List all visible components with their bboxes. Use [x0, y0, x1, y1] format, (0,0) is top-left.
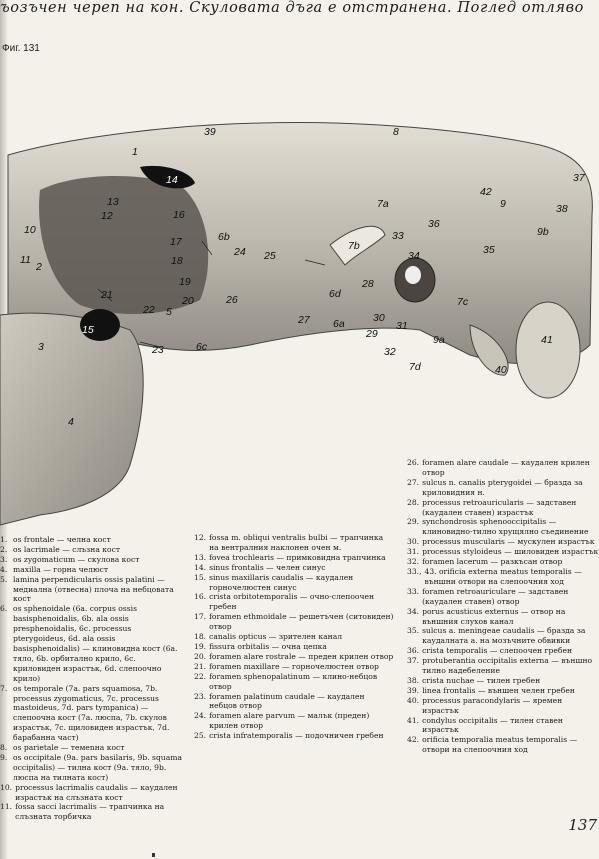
plate-label: 34	[408, 250, 420, 262]
plate-label: 3	[38, 341, 44, 353]
legend-item	[407, 686, 599, 696]
legend-item	[407, 607, 599, 627]
legend-item	[407, 626, 599, 646]
legend-item-text: processus styloideus — шиловиден израстък	[422, 547, 599, 557]
legend-item-number: 17.	[194, 612, 207, 622]
legend-item-number: 32.	[407, 557, 420, 567]
plate-label: 14	[166, 174, 178, 186]
legend-item-text: protuberantia occipitalis externa — външно тилно надебеление	[422, 656, 593, 676]
plate-label: 1	[132, 146, 138, 158]
plate-label: 6b	[218, 231, 230, 243]
legend-item-number: 10.	[0, 782, 13, 792]
legend-item	[194, 612, 394, 632]
legend-item-number: 39.	[407, 685, 420, 695]
legend-item	[0, 802, 182, 822]
legend-item	[407, 676, 599, 686]
legend-item-text: processus muscularis — мускулен израстък	[422, 537, 595, 547]
legend-item-text: processus retroauricularis — задставен (каудален ставен) израстък	[422, 497, 577, 517]
plate-label: 20	[182, 295, 194, 307]
legend-item-number: 2.	[0, 544, 8, 554]
legend-item	[194, 711, 394, 731]
legend-item-text: canalis opticus — зрителен канал	[209, 632, 343, 642]
legend-item-text: os frontale — челна кост	[13, 535, 111, 544]
plate-label: 9a	[433, 334, 445, 346]
legend-item	[407, 646, 599, 656]
legend-item	[0, 565, 182, 575]
plate-label: 7c	[457, 296, 469, 308]
legend-item-number: 35.	[407, 626, 420, 636]
figure-label: Фиг. 131	[2, 43, 40, 54]
plate-label: 6c	[196, 341, 208, 353]
legend-item-number: 24.	[194, 711, 207, 721]
legend-column-2	[194, 533, 394, 741]
legend-item-text: fossa m. obliqui ventralis bulbi — трапчинка на вентралния наклонен очен м.	[209, 533, 384, 552]
legend-item	[0, 753, 182, 783]
legend-item-text: foramen lacerum — разкъсан отвор	[422, 557, 563, 567]
plate-label: 22	[143, 304, 155, 316]
legend-item-number: 33.,	[407, 566, 422, 576]
legend-item	[194, 672, 394, 692]
legend-item	[194, 573, 394, 593]
legend-column-3	[407, 458, 599, 755]
legend-item	[194, 553, 394, 563]
legend-item-number: 37.	[407, 656, 420, 666]
legend-item-text: crista temporalis — слепоочен гребен	[422, 646, 573, 656]
legend-item-number: 33.	[407, 586, 420, 596]
legend-item-text: porus acusticus externus — отвор на външния слухов канал	[422, 606, 566, 626]
legend-item-text: crista infratemporalis — подочничен гребен	[209, 731, 384, 741]
legend-item-number: 26.	[407, 458, 420, 467]
plate-label: 5	[166, 306, 172, 318]
plate-label: 7d	[409, 361, 421, 373]
legend-item	[0, 575, 182, 605]
plate-label: 6d	[329, 288, 341, 300]
legend-item-number: 1.	[0, 535, 8, 544]
plate-label: 7b	[348, 240, 360, 252]
legend-item-text: foramen alare rostrale — преден крилен отвор	[209, 651, 394, 661]
legend-item	[194, 692, 394, 712]
plate-label: 2	[36, 261, 42, 273]
legend-item	[407, 656, 599, 676]
plate-label: 36	[428, 218, 440, 230]
legend-item	[407, 498, 599, 518]
page-number: 137	[568, 816, 597, 834]
legend-item-number: 31.	[407, 547, 420, 557]
legend-column-1	[0, 535, 182, 822]
plate-label: 29	[366, 328, 378, 340]
legend-item	[407, 547, 599, 557]
legend-item	[407, 587, 599, 607]
legend-item	[194, 662, 394, 672]
legend-item	[194, 731, 394, 741]
legend-item-text: os lacrimale — слъзна кост	[13, 544, 121, 554]
legend-item-number: 6.	[0, 604, 8, 614]
legend-item-number: 30.	[407, 537, 420, 547]
plate-label: 24	[234, 246, 246, 258]
plate-label: 13	[107, 196, 119, 208]
condyle-shape	[516, 302, 580, 398]
legend-item	[194, 592, 394, 612]
legend-item-text: maxilla — горна челюст	[13, 564, 109, 574]
legend-item-number: 5.	[0, 574, 8, 584]
legend-item-text: os sphenoidale (6a. corpus ossis basisphenoidalis, 6b. ala ossis presphenoidalis, 6c. processus pterygoideus, 6d. ala ossis basisphenoidalis) — клиновидна кост (6a. тяло, 6b. орбитално крило, 6c. крилoвиден израстък, 6d. слепоочно крило)	[13, 604, 178, 683]
legend-item	[407, 537, 599, 547]
plate-label: 8	[393, 126, 399, 138]
legend-item-text: sinus maxillaris caudalis — каудален горночелюстен синус	[209, 572, 354, 592]
plate-label: 30	[373, 312, 385, 324]
plate-label: 16	[173, 209, 185, 221]
legend-item-number: 42.	[407, 735, 420, 745]
plate-label: 9b	[537, 226, 549, 238]
legend-item-text: linea frontalis — външен челен гребен	[422, 685, 575, 695]
legend-item-text: crista orbitotemporalis — очно-слепоочен гребен	[209, 592, 375, 612]
legend-item	[194, 632, 394, 642]
legend-item-number: 16.	[194, 592, 207, 602]
print-mark	[152, 853, 155, 857]
plate-label: 23	[152, 344, 164, 356]
legend-item	[407, 567, 599, 587]
legend-item	[194, 652, 394, 662]
legend-item	[0, 555, 182, 565]
legend-item-number: 9.	[0, 752, 8, 762]
legend-item-number: 7.	[0, 683, 8, 693]
plate-label: 35	[483, 244, 495, 256]
legend-item-number: 20.	[194, 651, 207, 661]
legend-item-number: 21.	[194, 661, 207, 671]
legend-item-number: 22.	[194, 671, 207, 681]
legend-item-text: fovea trochlearis — примковидна трапчинка	[209, 552, 386, 562]
plate-label: 7a	[377, 198, 389, 210]
plate-label: 41	[541, 334, 553, 346]
plate-label: 28	[362, 278, 374, 290]
legend-item-text: foramen ethmoidale — решетъчен (ситовиден) отвор	[209, 612, 394, 632]
legend-item-text: fissura orbitalis — очна цепка	[209, 641, 327, 651]
plate-label: 15	[82, 324, 94, 336]
plate-label: 9	[500, 198, 506, 210]
legend-item-text: foramen sphenopalatinum — клино-небцов отвор	[209, 671, 378, 691]
legend-item	[0, 684, 182, 743]
legend-item	[194, 642, 394, 652]
legend-item	[407, 696, 599, 716]
legend-item-text: fossa sacci lacrimalis — трапчинка на слъзната торбичка	[15, 802, 165, 822]
plate-label: 4	[68, 416, 74, 428]
legend-item	[0, 545, 182, 555]
plate-label: 17	[170, 236, 182, 248]
plate-label: 42	[480, 186, 492, 198]
legend-item-number: 27.	[407, 477, 420, 487]
legend-item-text: sulcus n. canalis pterygoidei — бразда за криловидния н.	[422, 477, 583, 497]
legend-item-text: sulcus a. meningeae caudalis — бразда за каудалната а. на мозъчните обвивки	[422, 626, 586, 646]
legend-item	[407, 716, 599, 736]
legend-item-number: 14.	[194, 562, 207, 572]
plate-label: 37	[573, 172, 585, 184]
plate-label: 19	[179, 276, 191, 288]
legend-item-number: 34.	[407, 606, 420, 616]
legend-item-number: 23.	[194, 691, 207, 701]
legend-item	[194, 563, 394, 573]
legend-item	[0, 783, 182, 803]
plate-label: 38	[556, 203, 568, 215]
legend-item-text: foramen alare parvum — малък (преден) крилен отвор	[209, 711, 370, 731]
legend-item-number: 4.	[0, 564, 8, 574]
legend-item-text: condylus occipitalis — тилен ставен израстък	[422, 715, 563, 735]
acoustic-porus	[405, 266, 421, 284]
plate-label: 26	[226, 294, 238, 306]
plate-label: 31	[396, 320, 408, 332]
plate-label: 39	[204, 126, 216, 138]
legend-item-text: foramen retroauriculare — задставен (каудален ставен) отвор	[422, 586, 569, 606]
legend-item-text: crista nuchae — тилен гребен	[422, 675, 541, 685]
legend-item-number: 38.	[407, 675, 420, 685]
legend-item-text: os zygomaticum — скулова кост	[13, 554, 140, 564]
legend-item-text: processus paracondylaris — яремен израстък	[422, 695, 563, 715]
legend-item-text: foramen maxillare — горночелюстен отвор	[209, 661, 379, 671]
plate-label: 25	[264, 250, 276, 262]
legend-item-text: synchondrosis sphenooccipitalis — клиновидно-тилно хрущялно съединение	[422, 517, 589, 537]
legend-item-number: 11.	[0, 802, 13, 812]
legend-item-text: os occipitale (9a. pars basilaris, 9b. squama occipitalis) — тилна кост (9a. тяло, 9b. люспа на тилната кост)	[13, 752, 182, 782]
legend-item-number: 25.	[194, 731, 207, 741]
legend-item-text: processus lacrimalis caudalis — каудален израстък на слъзната кост	[15, 782, 178, 802]
plate-label: 18	[171, 255, 183, 267]
legend-item	[407, 735, 599, 755]
legend-item	[0, 535, 182, 545]
plate-label: 32	[384, 346, 396, 358]
plate-label: 33	[392, 230, 404, 242]
legend-item-number: 18.	[194, 632, 207, 642]
plate-label: 40	[495, 364, 507, 376]
plate-label: 12	[101, 210, 113, 222]
plate-label: 21	[101, 289, 113, 301]
legend-item-number: 3.	[0, 554, 8, 564]
legend-item-number: 12.	[194, 533, 207, 542]
legend-item-text: foramen alare caudale — каудален крилен отвор	[422, 458, 590, 477]
legend-item	[407, 557, 599, 567]
legend-item-text: 43. orificia externa meatus temporalis — външни отвори на слепоочния ход	[424, 566, 582, 586]
legend-item-number: 29.	[407, 517, 420, 527]
legend-item-number: 36.	[407, 646, 420, 656]
legend-item-number: 41.	[407, 715, 420, 725]
legend-item-number: 28.	[407, 497, 420, 507]
plate-label: 6a	[333, 318, 345, 330]
legend-item-text: os temporale (7a. pars squamosa, 7b. processus zygomaticus, 7c. processus mastoideus, 7d. pars tympanica) — слепоочна кост (7a. люспа, 7b. скулов израстък, 7c. щиловиден израстък, 7d. барабанна част)	[13, 683, 170, 743]
legend-item-text: foramen palatinum caudale — каудален небцов отвор	[209, 691, 365, 711]
legend-item	[407, 478, 599, 498]
legend-item	[0, 604, 182, 683]
legend-item	[0, 743, 182, 753]
plate-label: 11	[20, 254, 31, 266]
legend-item	[194, 533, 394, 553]
legend-item-text: lamina perpendicularis ossis palatini — медиална (отвесна) плоча на небцовата кост	[13, 574, 174, 604]
legend-item-number: 19.	[194, 641, 207, 651]
legend-item-number: 8.	[0, 743, 8, 753]
legend-item-number: 13.	[194, 552, 207, 562]
legend-item-text: orificia temporalia meatus temporalis — отвори на слепоочния ход	[422, 735, 578, 755]
legend-item	[407, 517, 599, 537]
legend-item-number: 15.	[194, 572, 207, 582]
plate-label: 10	[24, 224, 36, 236]
legend-item	[407, 458, 599, 478]
legend-item-text: os parietale — темenна кост	[13, 743, 125, 753]
legend-item-text: sinus frontalis — челен синус	[209, 562, 326, 572]
page-header: ъозъчен череп на кон. Скуловата дъга е отстранена. Поглед отляво	[0, 0, 584, 16]
plate-label: 27	[298, 314, 310, 326]
legend-item-number: 40.	[407, 695, 420, 705]
